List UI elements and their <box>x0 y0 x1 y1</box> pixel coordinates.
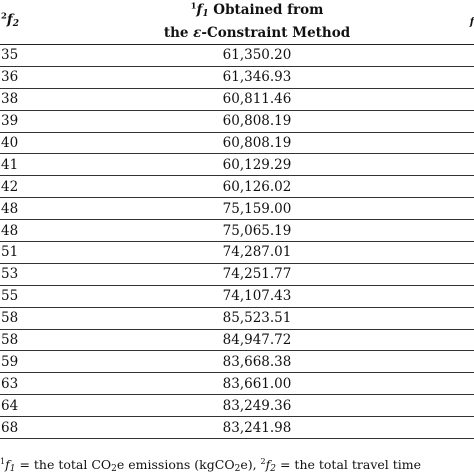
cell-f2: 40 <box>0 132 68 154</box>
header-f1-sup: 1 <box>190 1 197 12</box>
cell-col3 <box>400 198 474 220</box>
table-row <box>0 417 474 439</box>
cell-f1: 61,346.93 <box>68 66 400 88</box>
cell-f2: 63 <box>0 373 68 395</box>
table-row <box>0 220 474 242</box>
cell-col3 <box>400 351 474 373</box>
footnote-text4: = the total travel time <box>276 457 422 472</box>
cell-f1: 60,126.02 <box>68 176 400 198</box>
table-header <box>0 0 474 45</box>
cell-f1: 74,287.01 <box>68 242 400 264</box>
table-row <box>0 285 474 307</box>
table-row <box>0 88 474 110</box>
cell-f1: 74,251.77 <box>68 263 400 285</box>
cell-f2: 55 <box>0 285 68 307</box>
cell-col3 <box>400 176 474 198</box>
footnote-text1: = the total CO <box>15 457 112 472</box>
header-f1-line2-suffix: -Constraint Method <box>201 25 351 41</box>
cell-f2: 59 <box>0 351 68 373</box>
cell-f1: 75,159.00 <box>68 198 400 220</box>
cell-f1: 85,523.51 <box>68 307 400 329</box>
header-f1-line1-text: Obtained from <box>208 2 324 18</box>
footnote-sup2: 2 <box>260 457 266 466</box>
header-f1-epsilon <box>68 0 400 45</box>
cell-f2: 58 <box>0 329 68 351</box>
cell-col3 <box>400 45 474 67</box>
table-row <box>0 45 474 67</box>
cell-f2: 48 <box>0 198 68 220</box>
cell-f1: 74,107.43 <box>68 285 400 307</box>
footnote-var2: f <box>265 457 271 472</box>
table-row <box>0 198 474 220</box>
table-row <box>0 351 474 373</box>
cell-f1: 61,350.20 <box>68 45 400 67</box>
table-row <box>0 154 474 176</box>
cell-col3 <box>400 417 474 439</box>
cell-col3 <box>400 66 474 88</box>
cell-f1: 83,661.00 <box>68 373 400 395</box>
cell-col3 <box>400 154 474 176</box>
table-body <box>0 45 474 439</box>
cell-f1: 83,668.38 <box>68 351 400 373</box>
footnote-sup1: 1 <box>0 457 6 466</box>
footnote-text3: e), <box>240 457 261 472</box>
header-f1-line2 <box>114 24 400 43</box>
cell-col3 <box>400 220 474 242</box>
cell-f1: 84,947.72 <box>68 329 400 351</box>
cell-f2: 53 <box>0 263 68 285</box>
table-row <box>0 263 474 285</box>
table-row <box>0 329 474 351</box>
cell-f2: 41 <box>0 154 68 176</box>
cell-f2: 36 <box>0 66 68 88</box>
table-row <box>0 132 474 154</box>
header-f2-var: f <box>6 11 13 28</box>
cell-col3 <box>400 395 474 417</box>
header-f1-line2-prefix: the <box>163 25 194 41</box>
cell-f1: 83,249.36 <box>68 395 400 417</box>
header-col3-fragment <box>400 0 474 45</box>
cell-col3 <box>400 329 474 351</box>
cell-f2: 38 <box>0 88 68 110</box>
cell-col3 <box>400 110 474 132</box>
cell-col3 <box>400 263 474 285</box>
footnote-sub1: 1 <box>9 464 16 474</box>
table-row <box>0 242 474 264</box>
header-col3-var: f <box>469 17 474 28</box>
cell-col3 <box>400 307 474 329</box>
cell-f2: 51 <box>0 242 68 264</box>
footnote-co2-sub: 2 <box>111 464 117 474</box>
table-row <box>0 307 474 329</box>
header-f1-var: f <box>196 2 203 18</box>
header-f2-sup: 2 <box>1 11 7 21</box>
table-row <box>0 176 474 198</box>
footnote-text2: e emissions (kgCO <box>116 457 235 472</box>
footnote-var1: f <box>5 457 10 472</box>
header-f2 <box>0 0 68 45</box>
cell-f2: 58 <box>0 307 68 329</box>
cell-col3 <box>400 132 474 154</box>
footnote-sub2: 2 <box>270 464 277 474</box>
cell-f1: 75,065.19 <box>68 220 400 242</box>
footnote-kg-sub: 2 <box>234 464 241 474</box>
cell-f2: 39 <box>0 110 68 132</box>
cell-f1: 83,241.98 <box>68 417 400 439</box>
header-f1-sub: 1 <box>202 9 209 19</box>
table-footnote <box>0 456 474 474</box>
cell-f1: 60,808.19 <box>68 110 400 132</box>
table-row <box>0 66 474 88</box>
cell-col3 <box>400 373 474 395</box>
cell-f1: 60,808.19 <box>68 132 400 154</box>
cell-col3 <box>400 88 474 110</box>
cell-f2: 64 <box>0 395 68 417</box>
table-row <box>0 373 474 395</box>
table-row <box>0 395 474 417</box>
cell-col3 <box>400 285 474 307</box>
cell-f1: 60,129.29 <box>68 154 400 176</box>
header-epsilon-symbol: ε <box>193 25 202 41</box>
table-header-row <box>0 0 474 45</box>
table-row <box>0 110 474 132</box>
cell-f2: 48 <box>0 220 68 242</box>
cell-col3 <box>400 242 474 264</box>
cell-f2: 35 <box>0 45 68 67</box>
cell-f2: 42 <box>0 176 68 198</box>
cell-f2: 68 <box>0 417 68 439</box>
cell-f1: 60,811.46 <box>68 88 400 110</box>
header-f1-line1 <box>114 1 400 24</box>
header-f2-sub: 2 <box>12 18 19 29</box>
